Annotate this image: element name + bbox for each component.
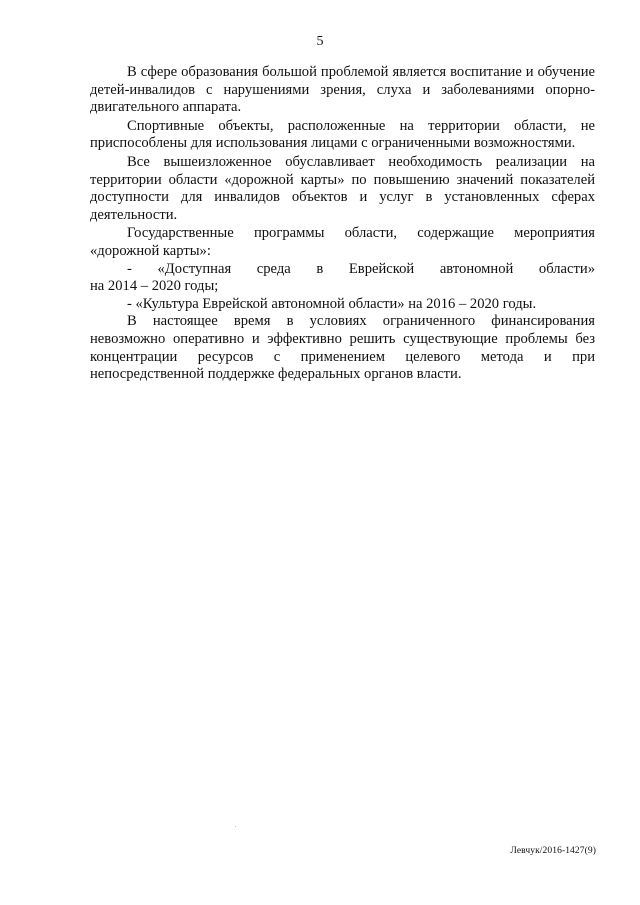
paragraph-conclusion: В настоящее время в условиях ограниченного финансирования невозможно оперативно и эффективно решить существующие проблемы без концентрации ресурсов с применением целевого метода и при непосредственной поддержке федеральных органов власти. [90, 313, 595, 383]
paragraph-state-programs: Государственные программы области, содержащие мероприятия «дорожной карты»: [90, 225, 595, 259]
program-item-accessible-environment-period: на 2014 – 2020 годы; [90, 278, 219, 295]
program-item-accessible-environment: - «Доступная среда в Еврейской автономной области» [127, 260, 595, 277]
program-item-culture: - «Культура Еврейской автономной области» на 2016 – 2020 годы. [127, 295, 537, 312]
document-body [90, 64, 595, 384]
paragraph-education: В сфере образования большой проблемой является воспитание и обучение детей-инвалидов с нарушениями зрения, слуха и заболеваниями опорно-двигательного аппарата. [90, 64, 595, 116]
paragraph-roadmap-necessity: Все вышеизложенное обуславливает необходимость реализации на территории области «дорожной карты» по повышению значений показателей доступности для инвалидов объектов и услуг в установленных сферах деятельности. [90, 153, 595, 223]
document-code: Левчук/2016-1427(9) [510, 846, 596, 856]
scan-speck [235, 826, 236, 827]
page-number: 5 [316, 34, 324, 49]
paragraph-sports-facilities: Спортивные объекты, расположенные на территории области, не приспособлены для использования лицами с ограниченными возможностями. [90, 117, 595, 152]
